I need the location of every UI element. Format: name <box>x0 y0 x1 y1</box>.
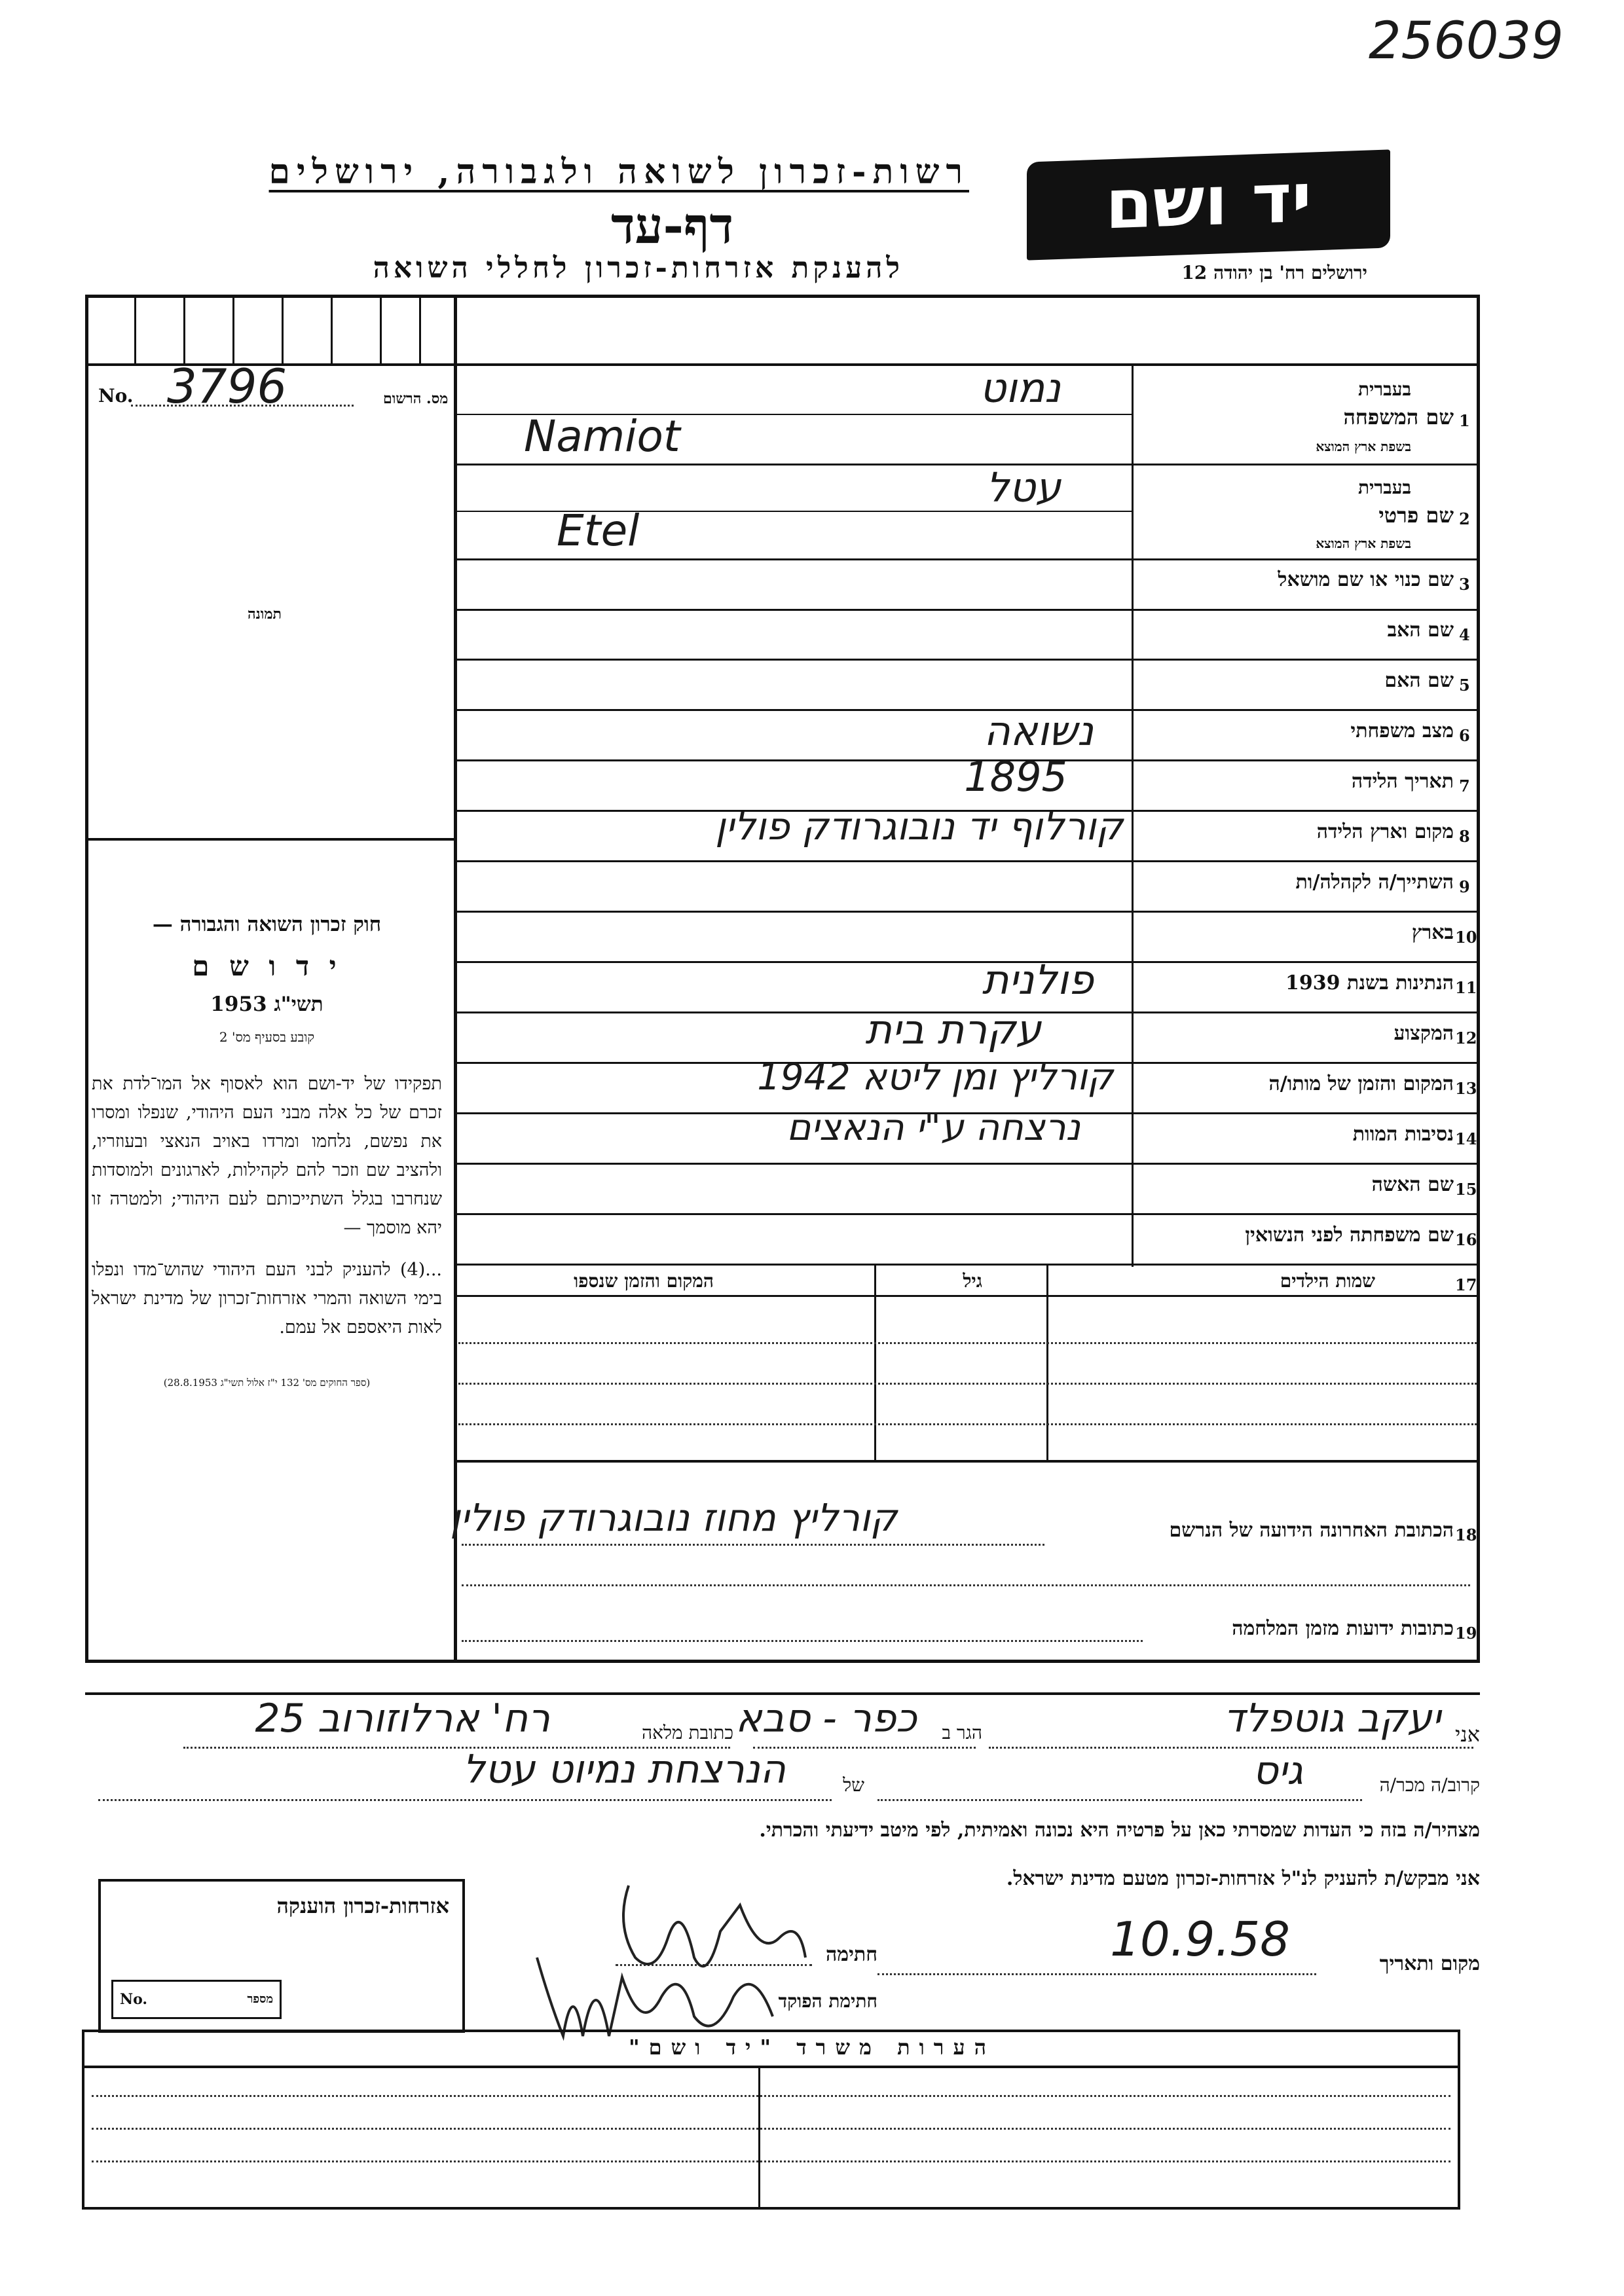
registration-no-label: No. <box>98 385 134 407</box>
children-col-names: שמות הילדים <box>1280 1270 1375 1292</box>
field-11-number: 11 <box>1455 978 1477 997</box>
stamp-no-label: No. <box>120 1991 148 2008</box>
form-title: דף-עד <box>610 196 733 255</box>
place-date-value: 10.9.58 <box>1110 1912 1290 1967</box>
law-paragraph-2: ...(4) להעניק לבני העם היהודי שהוש־מדו ונפלו בימי השואה והמרי אזרחות־זכרון של מדינת ישראל לאות היאספם אל עמם. <box>92 1260 442 1338</box>
field-4-label: שם האב <box>1387 619 1454 642</box>
field-7-number: 7 <box>1459 776 1470 795</box>
field-2-label: שם פרטי <box>1378 503 1454 528</box>
stamp-box-title: אזרחות-זכרון הוענקה <box>276 1893 449 1918</box>
decl-ani: אני <box>1455 1722 1480 1747</box>
field-18-value: קורליץ מחוז נובוגרודק פולין <box>450 1495 897 1540</box>
field-17-number: 17 <box>1455 1275 1477 1294</box>
field-2-value-foreign: Etel <box>557 505 640 556</box>
logo-address: ירושלים רח' בן יהודה 12 <box>1181 262 1367 283</box>
children-col-age: גיל <box>963 1270 982 1292</box>
decl-address-label: כתובת מלאה <box>642 1722 733 1743</box>
field-13-label: המקום והזמן של מותו/ה <box>1268 1072 1454 1095</box>
field-2-value-hebrew: עטל <box>986 464 1061 511</box>
field-1-value-foreign: Namiot <box>524 411 680 462</box>
field-1-label: שם המשפחה <box>1343 405 1454 429</box>
field-8-number: 8 <box>1459 827 1470 846</box>
field-2-foreign-label: בשפת ארץ המוצא <box>1316 536 1411 551</box>
official-signature-label: חתימת הפוקד <box>778 1990 877 2012</box>
children-col-place: המקום והזמן שנספו <box>574 1270 714 1292</box>
field-15-label: שם האשה <box>1371 1173 1454 1196</box>
field-18-label: הכתובת האחרונה הידועה של הנרשם <box>1169 1519 1454 1542</box>
field-1-value-hebrew: נמוט <box>979 364 1061 412</box>
field-14-label: נסיבות המוות <box>1352 1123 1454 1146</box>
field-1-foreign-label: בשפת ארץ המוצא <box>1316 439 1411 454</box>
field-8-label: מקום וארץ הלידה <box>1316 820 1454 843</box>
law-citation: (ספר החוקים מס' 132 י"ז אלול תשי"ג 28.8.1953) <box>163 1377 371 1389</box>
decl-name: יעקב גוטפלד <box>1223 1696 1441 1741</box>
citizenship-stamp-box <box>98 1879 465 2033</box>
field-1-hebrew-label: בעברית <box>1357 378 1411 400</box>
field-9-label: השתייך/ה לקהלה/ות <box>1295 871 1454 894</box>
field-6-number: 6 <box>1459 726 1470 745</box>
field-12-label: המקצוע <box>1393 1022 1454 1045</box>
law-paragraph-1: תפקידו של יד-ושם הוא לאסוף אל המו־לדת את זכרם של כל אלה מבני העם היהודי, שנפלו ומסרו את נפשם, נלחמו ומרדו באויב הנאצי ובעוזריו, ולהציב שם וזכר להם לקהילות, לארגונים ולמוסדות שנחרבו בגלל השתייכותם לעם היהודי; ולמטרה זו יהא מוסמך — <box>92 1074 442 1238</box>
decl-resides: הגר ב <box>942 1722 982 1743</box>
field-15-number: 15 <box>1455 1180 1477 1199</box>
decl-of: של <box>843 1774 864 1796</box>
decl-request: אני מבקש/ת להעניק לנ"ל אזרחות-זכרון מטעם מדינת ישראל. <box>1006 1867 1480 1890</box>
signature-label: חתימה <box>826 1943 877 1966</box>
decl-relation-label: קרוב/ה מכר/ה <box>1379 1774 1480 1796</box>
yad-vashem-logo <box>1027 149 1390 260</box>
field-2-hebrew-label: בעברית <box>1357 477 1411 498</box>
field-5-label: שם האם <box>1384 669 1454 692</box>
field-19-label: כתובות ידועות מזמן המלחמה <box>1232 1617 1454 1640</box>
field-5-number: 5 <box>1459 676 1470 695</box>
office-notes-title: הערות משרד "יד ושם" <box>628 2035 996 2060</box>
field-13-number: 13 <box>1455 1079 1477 1098</box>
authority-line: רשות-זכרון לשואה ולגבורה, ירושלים <box>268 152 969 192</box>
decl-address: רח' ארלוזורוב 25 <box>255 1696 550 1741</box>
law-title: חוק זכרון השואה והגבורה — <box>152 913 382 936</box>
photo-label: תמונה <box>248 606 282 623</box>
archive-number: 256039 <box>1369 12 1564 71</box>
law-year: תשי"ג 1953 <box>210 993 323 1016</box>
field-11-value: פולנית <box>982 956 1094 1004</box>
stamp-number-label: מספר <box>247 1992 273 2006</box>
field-16-label: שם משפחתה לפני הנשואין <box>1245 1224 1454 1247</box>
field-4-number: 4 <box>1459 625 1470 644</box>
field-13-value: קורליץ ומן ליטא 1942 <box>757 1056 1113 1099</box>
field-1-number: 1 <box>1459 411 1470 430</box>
field-19-number: 19 <box>1455 1624 1477 1643</box>
decl-of-name: הנרצחת נמיוט עטל <box>462 1747 786 1793</box>
field-6-value: נשואה <box>984 707 1094 755</box>
law-sidebar <box>92 910 442 1397</box>
field-11-label: הנתינות בשנת 1939 <box>1285 972 1454 994</box>
field-14-number: 14 <box>1455 1129 1477 1148</box>
field-7-value: 1895 <box>964 753 1067 801</box>
field-16-number: 16 <box>1455 1230 1477 1249</box>
field-10-number: 10 <box>1455 928 1477 947</box>
field-12-value: עקרת בית <box>865 1006 1041 1053</box>
field-10-label: בארץ <box>1411 921 1454 944</box>
decl-city: כפר - סבא <box>735 1696 917 1741</box>
field-6-label: מצב משפחתי <box>1350 720 1454 742</box>
decl-relation: גיס <box>1252 1748 1303 1794</box>
field-14-value: נרצחה ע"י הנאצים <box>786 1106 1080 1149</box>
logo-text: יד ושם <box>1105 157 1312 245</box>
law-name: י ד ו ש ם <box>192 950 342 982</box>
field-2-number: 2 <box>1459 509 1470 528</box>
field-8-value: קורלוף יד נובוגרודק פולין <box>715 804 1123 848</box>
law-clause: קובע בסעיף מס' 2 <box>219 1029 315 1045</box>
field-9-number: 9 <box>1459 877 1470 896</box>
form-subtitle: להענקת אזרחות-זכרון לחללי השואה <box>373 251 904 285</box>
decl-statement: מצהיר/ה בזה כי העדות שמסרתי כאן על פרטיה היא נכונה ואמיתית, לפי מיטב ידיעתי והכרתי. <box>759 1819 1480 1842</box>
place-date-label: מקום ותאריך <box>1379 1952 1480 1975</box>
field-12-number: 12 <box>1455 1029 1477 1048</box>
field-7-label: תאריך הלידה <box>1351 770 1454 793</box>
field-3-number: 3 <box>1459 575 1470 594</box>
registration-number: 3796 <box>167 359 287 414</box>
registration-label: מס. הרשום <box>383 390 449 407</box>
field-3-label: שם כנוי או שם מושאל <box>1278 568 1454 591</box>
field-18-number: 18 <box>1455 1525 1477 1544</box>
